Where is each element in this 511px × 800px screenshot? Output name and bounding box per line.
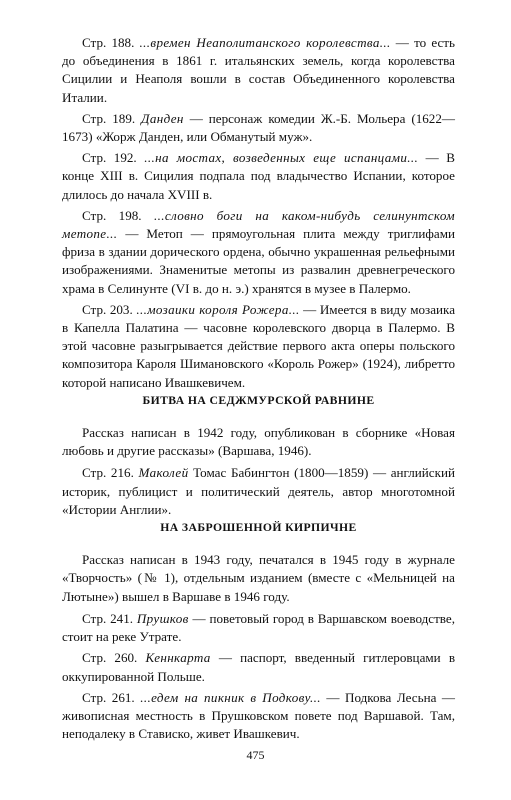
note-paragraph (62, 34, 455, 107)
note-quote: Кеннкарта (145, 650, 211, 666)
section-intro: Рассказ написан в 1942 году, опубликован в сборнике «Новая любовь и другие рассказы» (Варшава, 1946). (62, 425, 455, 459)
note-text: — поветовый город в Варшавском воеводстве, стоит на реке Утрате. (62, 610, 456, 645)
note-quote: Данден (141, 110, 184, 126)
note-page-ref: Стр. 203. (82, 301, 133, 317)
note-paragraph (62, 149, 455, 204)
note-page-ref: Стр. 216. (82, 465, 134, 481)
note-page-ref: Стр. 188. (82, 35, 135, 50)
note-quote: Маколей (138, 465, 189, 481)
note-quote: Прушков (136, 610, 189, 626)
note-page-ref: Стр. 189. (82, 110, 136, 126)
note-text: Томас Бабингтон (1800—1859) — английский историк, публицист и политический деятель, автор многотомной «Истории Англии». (62, 465, 455, 517)
note-paragraph (62, 207, 455, 298)
section-title: НА ЗАБРОШЕННОЙ КИРПИЧНЕ (160, 521, 357, 535)
note-paragraph (62, 301, 455, 392)
note-paragraph (62, 649, 455, 685)
note-quote: ...на мостах, возведенных еще испанцами... (144, 150, 419, 166)
note-page-ref: Стр. 261. (82, 689, 135, 705)
note-page-ref: Стр. 260. (82, 650, 138, 666)
note-text: — В конце XIII в. Сицилия подпала под владычество Испании, которое длилось до начала XVIII в. (62, 150, 456, 202)
note-text: — то есть до объединения в 1861 г. итальянских земель, когда королевства Сицилии и Неаполя вошли в состав Объединенного королевства Италии. (62, 35, 455, 105)
page-content (62, 34, 455, 743)
page-number: 475 (246, 748, 265, 762)
note-paragraph (62, 464, 455, 519)
note-text: — персонаж комедии Ж.-Б. Мольера (1622—1673) «Жорж Данден, или Обманутый муж». (62, 110, 455, 145)
note-paragraph (62, 110, 455, 146)
note-paragraph (62, 689, 455, 744)
note-quote: ...едем на пикник в Подкову... (140, 689, 321, 705)
note-quote: ...мозаики короля Рожера... (136, 301, 300, 317)
note-page-ref: Стр. 241. (82, 610, 134, 626)
section-intro: Рассказ написан в 1943 году, печатался в 1945 году в журнале «Творчость» (№ 1), отдельным изданием (вместе с «Мельницей на Лютыне») вышел в Варшаве в 1946 году. (62, 552, 455, 604)
note-quote: ...времен Неаполитанского королевства... (139, 35, 391, 50)
section-title: БИТВА НА СЕДЖМУРСКОЙ РАВНИНЕ (142, 393, 375, 407)
note-quote: ...словно боги на каком-нибудь селинунтском метопе... (62, 207, 455, 242)
note-paragraph (62, 610, 455, 646)
note-text: — паспорт, введенный гитлеровцами в оккупированной Польше. (62, 650, 455, 684)
note-text: — Метоп — прямоугольная плита между триглифами фриза в здании дорического ордена, обычно украшенная рельефными изображениями. Знаменитые метопы из развалин древнегреческого храма в Селинунте (VI в. до н. э.) хранятся в музее в Палермо. (62, 226, 455, 296)
note-text: — Имеется в виду мозаика в Капелла Палатина — часовне королевского дворца в Палермо. В этой часовне разыгрывается действие первого акта оперы польского композитора Кароля Шимановского «Король Рожер» (1924), либретто которой написано Ивашкевичем. (62, 301, 456, 390)
note-page-ref: Стр. 198. (82, 207, 142, 223)
note-page-ref: Стр. 192. (82, 150, 137, 166)
note-text: — Подкова Лесьна — живописная местность в Прушковском повете под Варшавой. Там, неподалеку в Стависко, живет Ивашкевич. (62, 689, 455, 742)
